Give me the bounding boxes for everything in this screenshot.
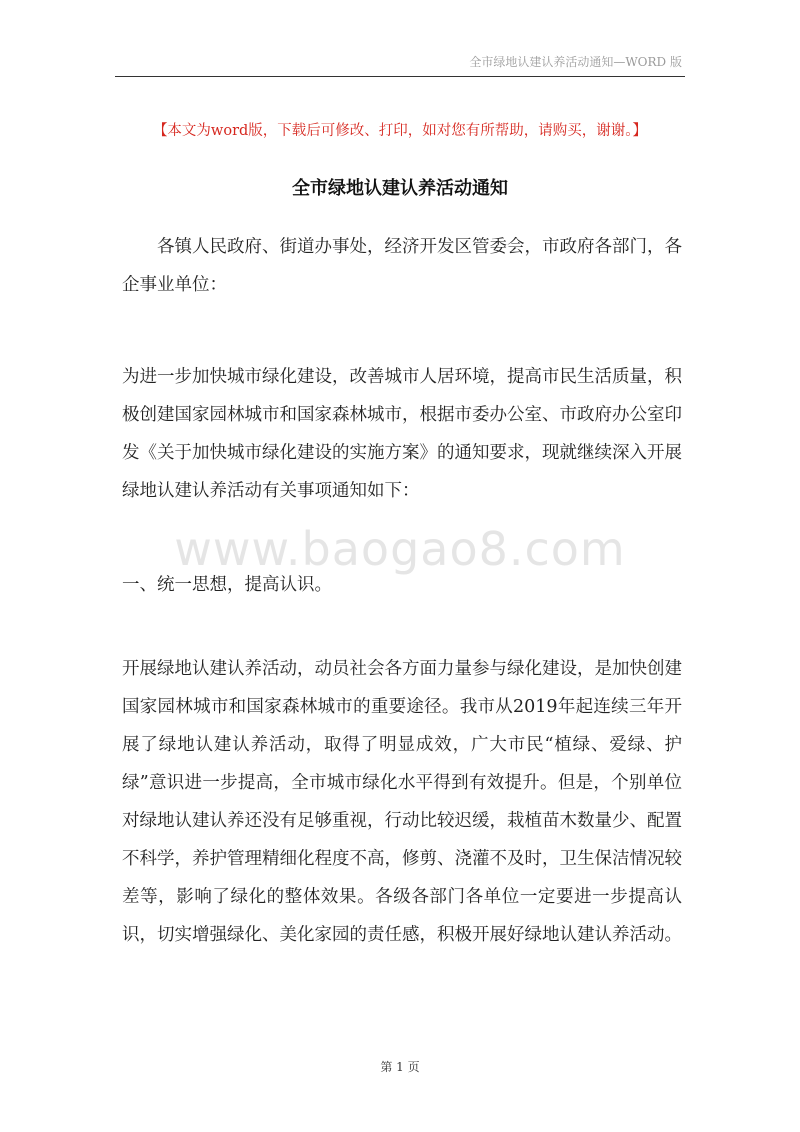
purchase-notice: 【本文为word版，下载后可修改、打印，如对您有所帮助，请购买，谢谢。】 [152, 123, 648, 139]
watermark: www.baogao8.com [174, 522, 626, 576]
salutation-paragraph: 各镇人民政府、街道办事处，经济开发区管委会，市政府各部门，各企事业单位： [122, 237, 682, 295]
page-number: 第 1 页 [380, 1060, 420, 1074]
section-1-body: 开展绿地认建认养活动，动员社会各方面力量参与绿化建设，是加快创建国家园林城市和国家森林城市的重要途径。我市从2019年起连续三年开展了绿地认建认养活动，取得了明显成效，广大市民“植绿、爱绿、护绿”意识进一步提高，全市城市绿化水平得到有效提升。但是，个别单位对绿地认建认养还没有足够重视，行动比较迟缓，栽植苗木数量少、配置不科学，养护管理精细化程度不高，修剪、浇灌不及时，卫生保洁情况较差等，影响了绿化的整体效果。各级各部门各单位一定要进一步提高认识，切实增强绿化、美化家园的责任感，积极开展好绿地认建认养活动。 [122, 659, 682, 945]
document-title: 全市绿地认建认养活动通知 [292, 178, 508, 199]
header-divider [115, 76, 685, 77]
intro-paragraph: 为进一步加快城市绿化建设，改善城市人居环境，提高市民生活质量，积极创建国家园林城市和国家森林城市，根据市委办公室、市政府办公室印发《关于加快城市绿化建设的实施方案》的通知要求，现就继续深入开展绿地认建认养活动有关事项通知如下： [122, 367, 682, 501]
running-header: 全市绿地认建认养活动通知—WORD 版 [469, 55, 682, 69]
section-1-heading: 一、统一思想，提高认识。 [122, 575, 332, 595]
